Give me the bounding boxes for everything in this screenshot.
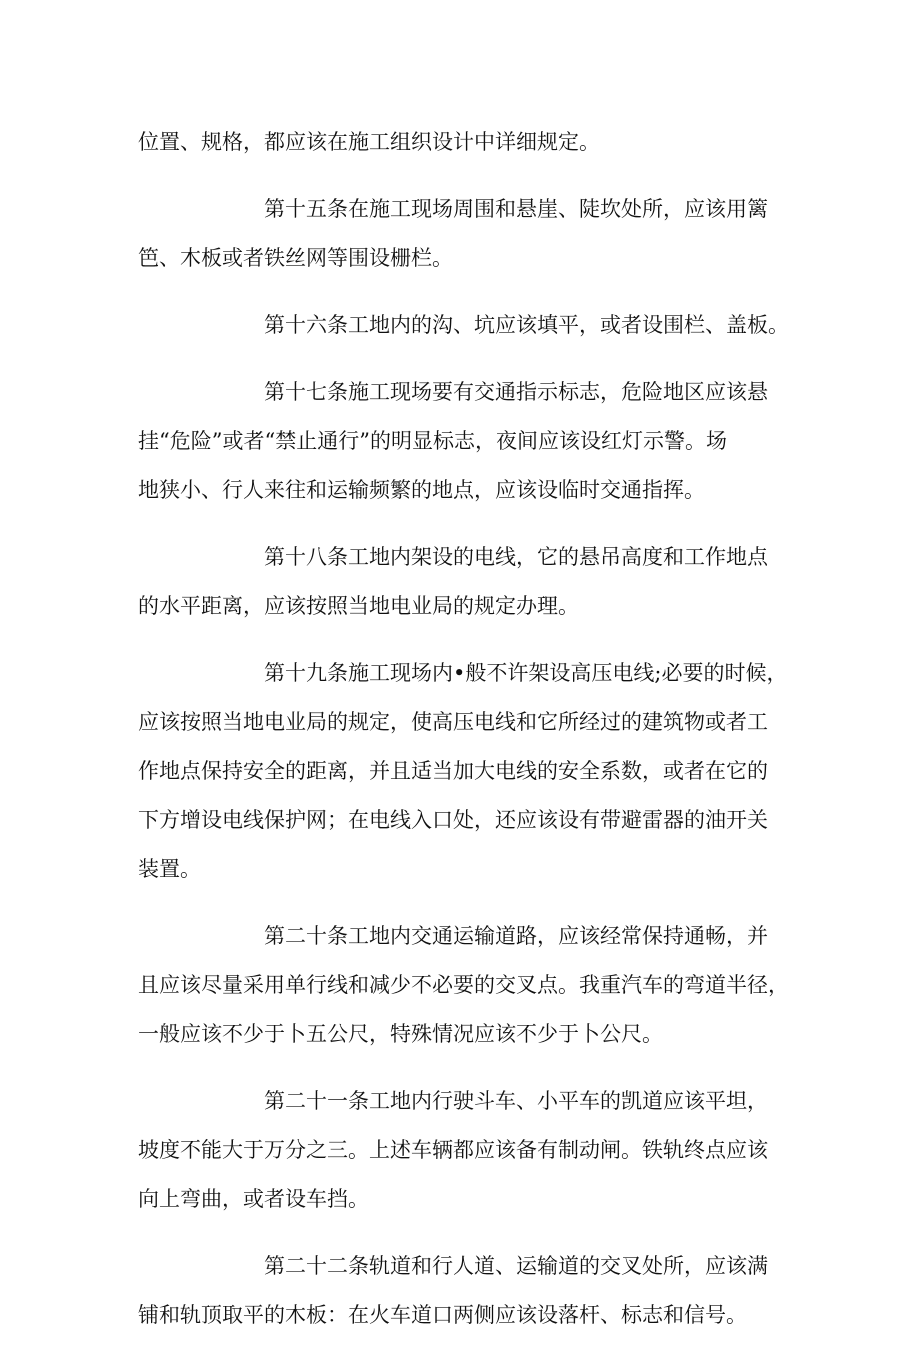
paragraph-article-18: [138, 533, 788, 631]
paragraph-article-21: [138, 1077, 788, 1224]
text-line: 一般应该不少于卜五公尺，特殊情况应该不少于卜公尺。: [138, 1022, 663, 1046]
text-line: 挂“危险”或者“禁止通行”的明显标志，夜间应该设红灯示警。场: [138, 429, 727, 453]
paragraph-article-20: [138, 912, 788, 1059]
text-line: 的水平距离，应该按照当地电业局的规定办理。: [138, 594, 579, 618]
text-line: 装置。: [138, 857, 201, 881]
text-line: 坡度不能大于万分之三。上述车辆都应该备有制动闸。铁轨终点应该: [138, 1138, 768, 1162]
text-line: 第十八条工地内架设的电线，它的悬吊高度和工作地点: [264, 545, 768, 569]
text-line: 且应该尽量采用单行线和减少不必要的交叉点。我重汽车的弯道半径，: [138, 973, 789, 997]
text-line: 第十七条施工现场要有交通指示标志，危险地区应该悬: [264, 380, 768, 404]
text-line: 第二十条工地内交通运输道路，应该经常保持通畅，并: [264, 924, 768, 948]
paragraph-article-16: [138, 301, 788, 350]
text-line: 地狭小、行人来往和运输频繁的地点，应该设临时交通指挥。: [138, 478, 705, 502]
paragraph-article-17: [138, 368, 788, 515]
text-line: 笆、木板或者铁丝网等围设栅栏。: [138, 246, 453, 270]
text-line: 位置、规格，都应该在施工组织设计中详细规定。: [138, 130, 600, 154]
text-line: 应该按照当地电业局的规定，使高压电线和它所经过的建筑物或者工: [138, 710, 768, 734]
paragraph-continuation: [138, 118, 788, 167]
paragraph-article-22: [138, 1242, 788, 1340]
text-line: 下方增设电线保护网；在电线入口处，还应该设有带避雷器的油开关: [138, 808, 768, 832]
paragraph-article-15: [138, 185, 788, 283]
paragraph-article-19: [138, 649, 788, 894]
document-body: [138, 118, 788, 1358]
text-line: 第二十二条轨道和行人道、运输道的交叉处所，应该满: [264, 1254, 768, 1278]
text-line: 铺和轨顶取平的木板：在火车道口两侧应该设落杆、标志和信号。: [138, 1303, 747, 1327]
text-line: 第十九条施工现场内•般不许架设高压电线;必要的时候，: [264, 661, 788, 685]
text-line: 向上弯曲，或者设车挡。: [138, 1187, 369, 1211]
text-line: 作地点保持安全的距离，并且适当加大电线的安全系数，或者在它的: [138, 759, 768, 783]
text-line: 第二十一条工地内行驶斗车、小平车的凯道应该平坦，: [264, 1089, 768, 1113]
text-line: 第十六条工地内的沟、坑应该填平，或者设围栏、盖板。: [264, 313, 789, 337]
text-line: 第十五条在施工现场周围和悬崖、陡坎处所，应该用篱: [264, 197, 768, 221]
